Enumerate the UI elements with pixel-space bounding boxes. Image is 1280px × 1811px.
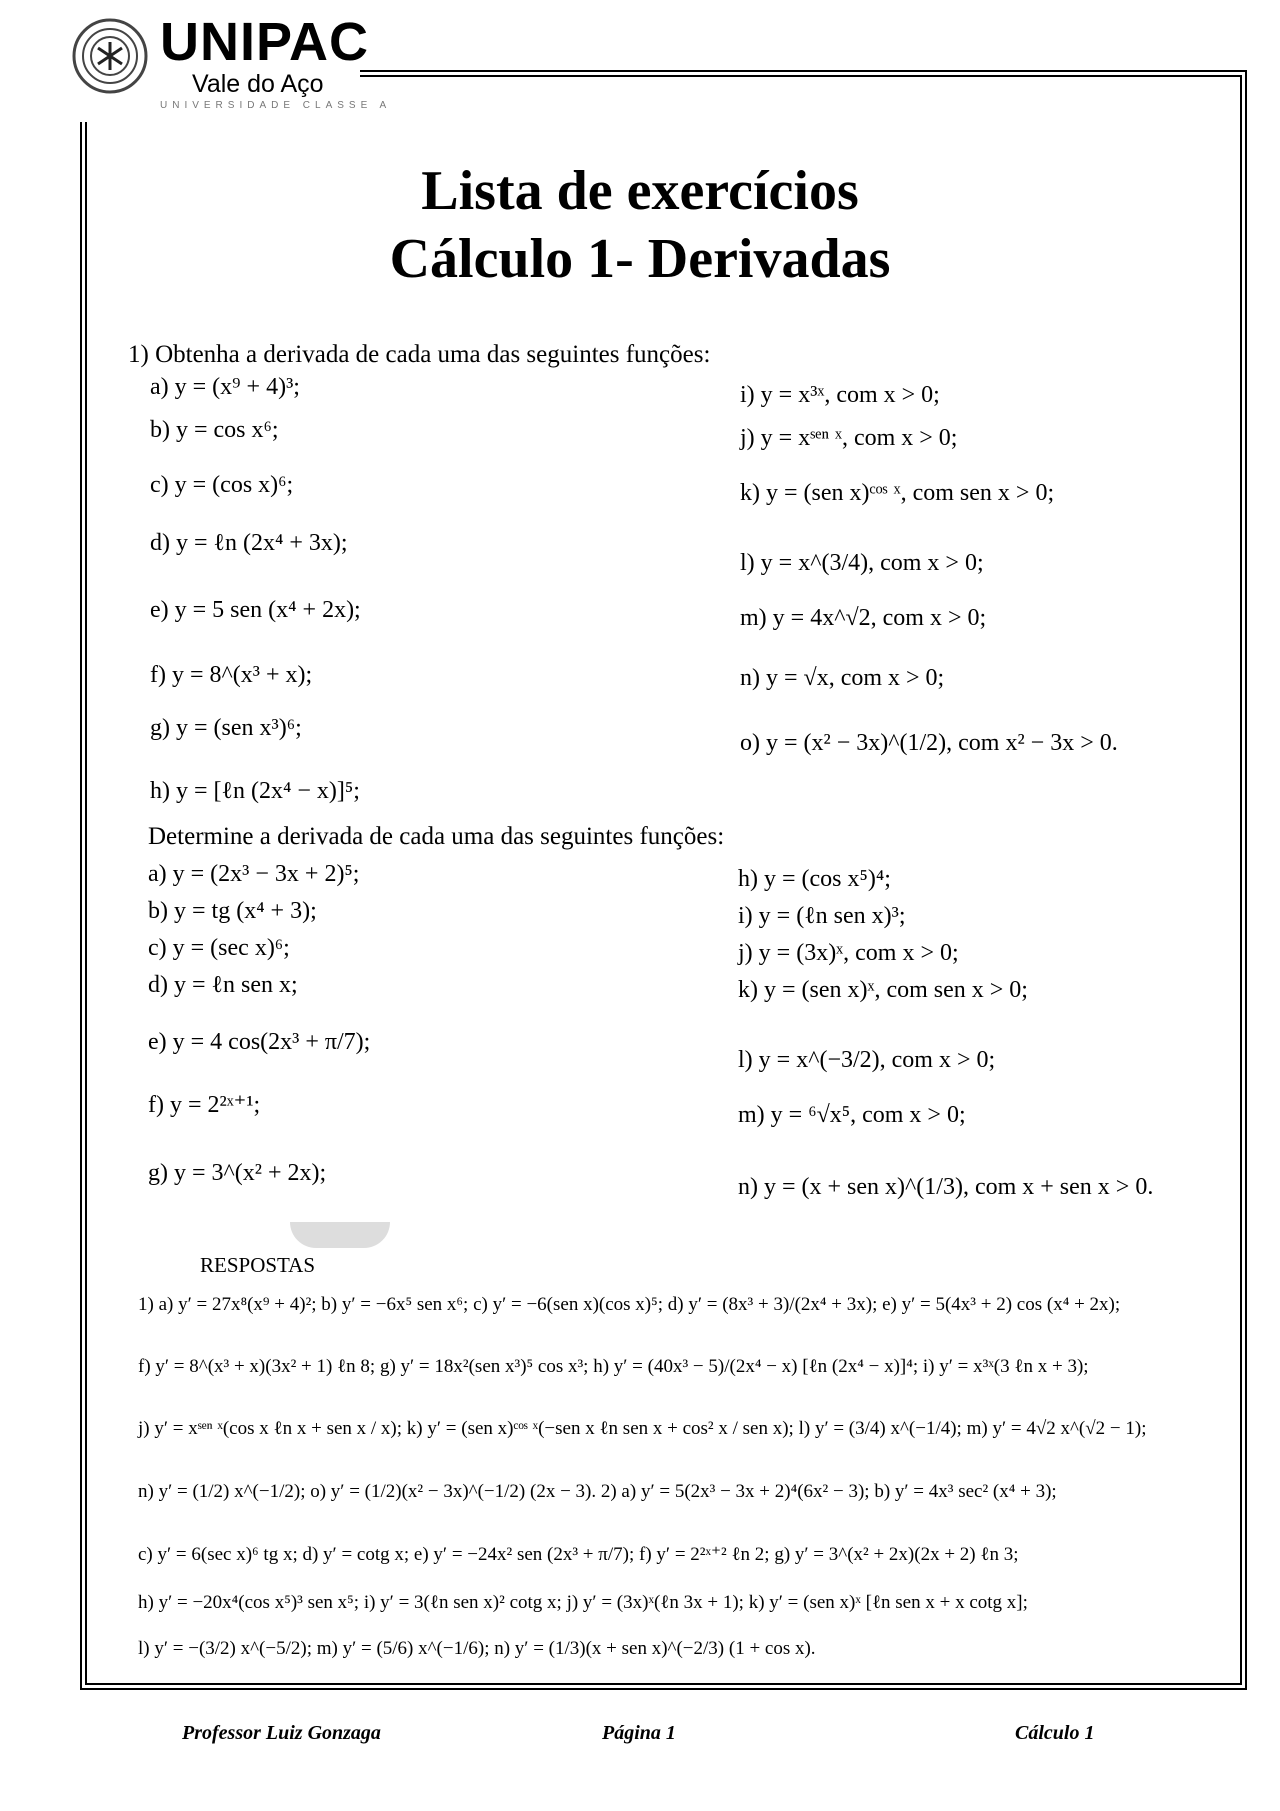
q1-item-l: l) y = x^(3/4), com x > 0; [740, 550, 984, 576]
page-title-line2: Cálculo 1- Derivadas [389, 228, 891, 290]
answer-line: h) y′ = −20x⁴(cos x⁵)³ sen x⁵; i) y′ = 3(ℓn sen x)² cotg x; j) y′ = (3x)ˣ(ℓn 3x + 1); k) y′ = (sen x)ˣ [ℓn sen x + x cotg x]; [138, 1592, 1028, 1613]
brand-tagline: UNIVERSIDADE CLASSE A [160, 100, 392, 111]
watermark-shape [290, 1222, 390, 1248]
page-title-line1: Lista de exercícios [421, 160, 859, 222]
q2-item-i: i) y = (ℓn sen x)³; [738, 903, 906, 929]
q1-item-n: n) y = √x, com x > 0; [740, 665, 945, 691]
answer-line: l) y′ = −(3/2) x^(−5/2); m) y′ = (5/6) x^(−1/6); n) y′ = (1/3)(x + sen x)^(−2/3) (1 + cos x). [138, 1638, 816, 1659]
q1-heading: 1) Obtenha a derivada de cada uma das seguintes funções: [128, 341, 711, 368]
answer-line: j) y′ = xˢᵉⁿ ˣ(cos x ℓn x + sen x / x); k) y′ = (sen x)ᶜᵒˢ ˣ(−sen x ℓn sen x + cos² x / sen x); l) y′ = (3/4) x^(−1/4); m) y′ = 4√2 x^(√2 − 1); [138, 1418, 1147, 1439]
q2-item-m: m) y = ⁶√x⁵, com x > 0; [738, 1102, 966, 1128]
q2-item-n: n) y = (x + sen x)^(1/3), com x + sen x > 0. [738, 1174, 1154, 1200]
q1-item-d: d) y = ℓn (2x⁴ + 3x); [150, 530, 348, 556]
q1-item-h: h) y = [ℓn (2x⁴ − x)]⁵; [150, 778, 360, 804]
footer-page: Página 1 [602, 1722, 676, 1744]
q2-item-j: j) y = (3x)ˣ, com x > 0; [738, 940, 959, 966]
q1-item-e: e) y = 5 sen (x⁴ + 2x); [150, 597, 361, 623]
q2-item-f: f) y = 2²ˣ⁺¹; [148, 1092, 261, 1118]
q1-item-c: c) y = (cos x)⁶; [150, 472, 294, 498]
brand-subtitle: Vale do Aço [192, 70, 324, 98]
q1-item-j: j) y = xˢᵉⁿ ˣ, com x > 0; [740, 425, 958, 451]
q2-item-e: e) y = 4 cos(2x³ + π/7); [148, 1029, 371, 1055]
q1-item-f: f) y = 8^(x³ + x); [150, 662, 313, 688]
q2-item-a: a) y = (2x³ − 3x + 2)⁵; [148, 861, 360, 887]
answer-line: n) y′ = (1/2) x^(−1/2); o) y′ = (1/2)(x² − 3x)^(−1/2) (2x − 3). 2) a) y′ = 5(2x³ − 3x + 2)⁴(6x² − 3); b) y′ = 4x³ sec² (x⁴ + 3); [138, 1481, 1057, 1502]
q2-item-g: g) y = 3^(x² + 2x); [148, 1160, 327, 1186]
q2-item-b: b) y = tg (x⁴ + 3); [148, 898, 317, 924]
q1-item-k: k) y = (sen x)ᶜᵒˢ ˣ, com sen x > 0; [740, 480, 1055, 506]
answers-title: RESPOSTAS [200, 1253, 316, 1277]
university-seal-logo [72, 18, 148, 94]
q2-item-h: h) y = (cos x⁵)⁴; [738, 866, 891, 892]
q2-item-k: k) y = (sen x)ˣ, com sen x > 0; [738, 977, 1028, 1003]
footer-course: Cálculo 1 [1015, 1722, 1095, 1744]
q2-item-c: c) y = (sec x)⁶; [148, 935, 290, 961]
q1-item-o: o) y = (x² − 3x)^(1/2), com x² − 3x > 0. [740, 730, 1118, 756]
q1-item-g: g) y = (sen x³)⁶; [150, 715, 302, 741]
q1-item-a: a) y = (x⁹ + 4)³; [150, 374, 300, 400]
q1-item-i: i) y = x³ˣ, com x > 0; [740, 382, 940, 408]
footer-author: Professor Luiz Gonzaga [182, 1722, 381, 1744]
q2-heading: Determine a derivada de cada uma das seguintes funções: [148, 823, 725, 850]
answer-line: 1) a) y′ = 27x⁸(x⁹ + 4)²; b) y′ = −6x⁵ sen x⁶; c) y′ = −6(sen x)(cos x)⁵; d) y′ = (8x³ + 3)/(2x⁴ + 3x); e) y′ = 5(4x³ + 2) cos (x⁴ + 2x); [138, 1294, 1121, 1315]
brand-name: UNIPAC [160, 12, 370, 72]
q1-item-b: b) y = cos x⁶; [150, 417, 279, 443]
q2-item-d: d) y = ℓn sen x; [148, 972, 298, 998]
answer-line: c) y′ = 6(sec x)⁶ tg x; d) y′ = cotg x; e) y′ = −24x² sen (2x³ + π/7); f) y′ = 2²ˣ⁺² ℓn 2; g) y′ = 3^(x² + 2x)(2x + 2) ℓn 3; [138, 1544, 1019, 1565]
answer-line: f) y′ = 8^(x³ + x)(3x² + 1) ℓn 8; g) y′ = 18x²(sen x³)⁵ cos x³; h) y′ = (40x³ − 5)/(2x⁴ − x) [ℓn (2x⁴ − x)]⁴; i) y′ = x³ˣ(3 ℓn x + 3); [138, 1356, 1089, 1377]
q2-item-l: l) y = x^(−3/2), com x > 0; [738, 1047, 996, 1073]
q1-item-m: m) y = 4x^√2, com x > 0; [740, 605, 987, 631]
